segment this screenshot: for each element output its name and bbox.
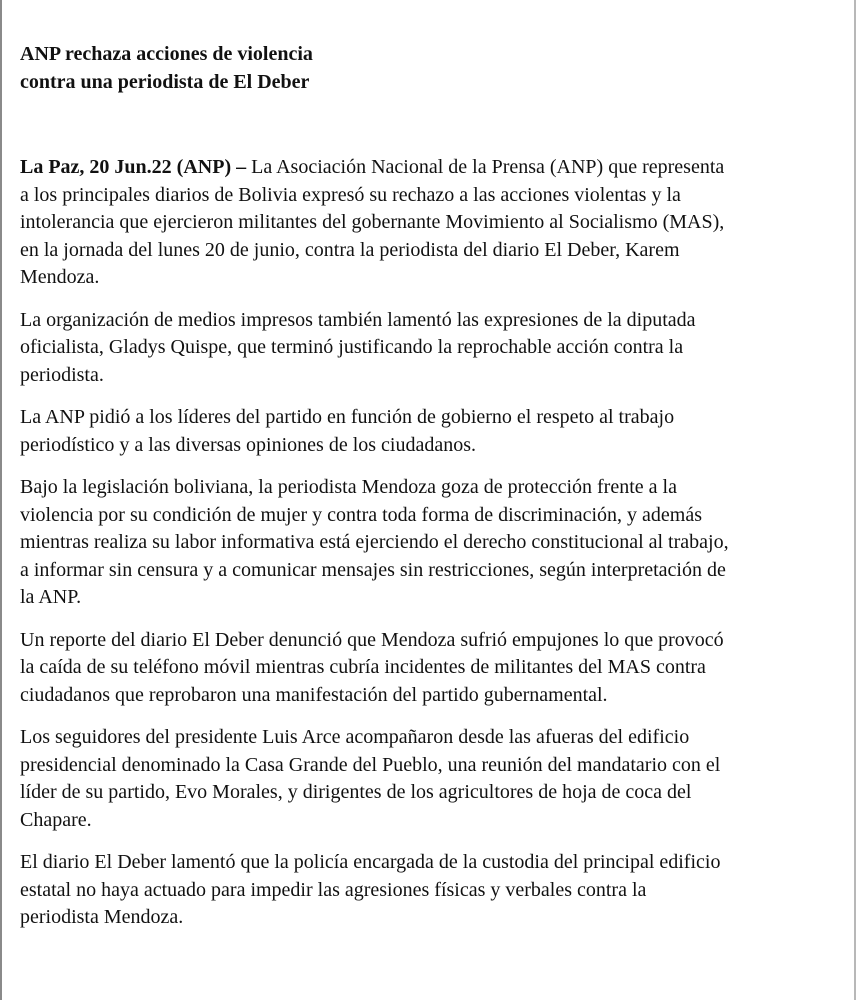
paragraph-7-line-1: El diario El Deber lamentó que la policía encargada de la custodia del principal edificio (20, 851, 721, 873)
paragraph-2 (20, 307, 832, 390)
headline-line-2: contra una periodista de El Deber (20, 71, 310, 93)
paragraph-7-line-2: estatal no haya actuado para impedir las agresiones físicas y verbales contra la (20, 878, 647, 901)
paragraph-4-line-3: mientras realiza su labor informativa está ejerciendo el derecho constitucional al trabajo, (20, 531, 729, 553)
paragraph-7 (20, 849, 832, 932)
headline-line-1: ANP rechaza acciones de violencia (20, 43, 313, 65)
paragraph-4-line-5: la ANP. (20, 586, 82, 608)
paragraph-1-line-4: en la jornada del lunes 20 de junio, contra la periodista del diario El Deber, Karem (20, 238, 680, 261)
paragraph-4-line-2: violencia por su condición de mujer y contra toda forma de discriminación, y además (20, 503, 703, 526)
paragraph-1-line-5: Mendoza. (20, 266, 100, 288)
paragraph-4-line-4: a informar sin censura y a comunicar mensajes sin restricciones, según interpretación de (20, 558, 726, 581)
paragraph-2-line-2: oficialista, Gladys Quispe, que terminó justificando la reprochable acción contra la (20, 336, 684, 358)
paragraph-1 (20, 154, 832, 292)
paragraph-4 (20, 474, 832, 612)
paragraph-1-line-2: a los principales diarios de Bolivia expresó su rechazo a las acciones violentas y la (20, 183, 681, 206)
paragraph-2-line-1: La organización de medios impresos también lamentó las expresiones de la diputada (20, 308, 696, 331)
paragraph-6 (20, 724, 832, 834)
paragraph-3-line-1: La ANP pidió a los líderes del partido en función de gobierno el respeto al trabajo (20, 406, 675, 428)
paragraph-7-line-3: periodista Mendoza. (20, 906, 184, 928)
document-page (20, 40, 832, 947)
paragraph-5-line-3: ciudadanos que reprobaron una manifestación del partido gubernamental. (20, 683, 608, 706)
paragraph-1-line-1: La Asociación Nacional de la Prensa (ANP) que representa (251, 156, 725, 178)
paragraph-6-line-2: presidencial denominado la Casa Grande del Pueblo, una reunión del mandatario con el (20, 753, 721, 776)
paragraph-3-line-2: periodístico y a las diversas opiniones de los ciudadanos. (20, 433, 477, 456)
paragraph-5 (20, 627, 832, 710)
paragraph-5-line-1: Un reporte del diario El Deber denunció que Mendoza sufrió empujones lo que provocó (20, 628, 724, 651)
dateline: La Paz, 20 Jun.22 (ANP) – (20, 156, 247, 178)
paragraph-6-line-1: Los seguidores del presidente Luis Arce acompañaron desde las afueras del edificio (20, 726, 690, 748)
article-body (20, 154, 832, 932)
page-edge-left (0, 0, 2, 1000)
paragraph-1-line-3: intolerancia que ejercieron militantes del gobernante Movimiento al Socialismo (MAS), (20, 211, 725, 233)
headline (20, 40, 832, 96)
paragraph-4-line-1: Bajo la legislación boliviana, la periodista Mendoza goza de protección frente a la (20, 476, 677, 498)
paragraph-6-line-4: Chapare. (20, 808, 92, 831)
paragraph-2-line-3: periodista. (20, 363, 104, 386)
paragraph-6-line-3: líder de su partido, Evo Morales, y dirigentes de los agricultores de hoja de coca del (20, 781, 692, 803)
paragraph-5-line-2: la caída de su teléfono móvil mientras cubría incidentes de militantes del MAS contra (20, 656, 706, 678)
paragraph-3 (20, 404, 832, 459)
